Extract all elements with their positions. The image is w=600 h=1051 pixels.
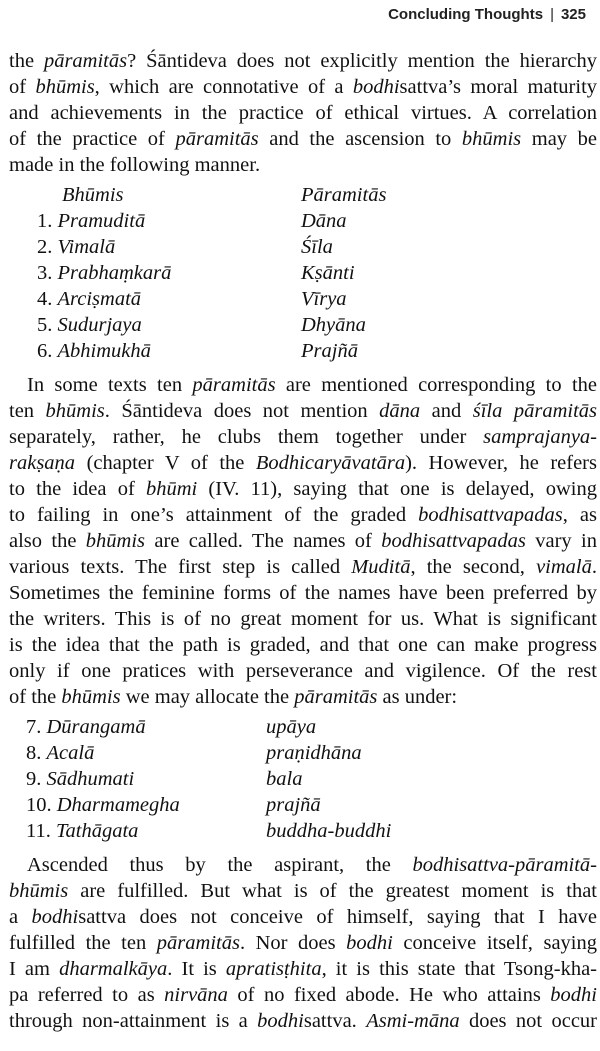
text-line: I am dharmalkāya. It is apratisṭhita, it is this state that Tsong-kha- — [9, 958, 597, 980]
row-number: 4. — [37, 288, 53, 310]
paramita-name: Dhyāna — [301, 314, 366, 336]
italic-term: bhūmis — [45, 400, 105, 422]
italic-term: nirvāna — [164, 984, 228, 1006]
text-line: of the practice of pāramitās and the ascension to bhūmis may be — [9, 128, 597, 150]
bhumi-name: Sudurjaya — [57, 314, 142, 336]
italic-term: bodhisattva-pāramitā- — [412, 854, 597, 876]
text-line: and achievements in the practice of ethical virtues. A correlation — [9, 102, 597, 124]
row-number: 6. — [37, 340, 53, 362]
italic-term: bodhi — [550, 984, 597, 1006]
paramita-name: prajñā — [266, 794, 321, 816]
text-line: through non-attainment is a bodhisattva. Asmi-māna does not occur — [9, 1010, 597, 1032]
text-line: fulfilled the ten pāramitās. Nor does bodhi conceive itself, saying — [9, 932, 597, 954]
text-line: pa referred to as nirvāna of no fixed abode. He who attains bodhi — [9, 984, 597, 1006]
text-line: the pāramitās? Śāntideva does not explicitly mention the hierarchy — [9, 50, 598, 72]
row-number: 8. — [26, 742, 42, 764]
italic-term: dharmalkāya — [59, 958, 168, 980]
italic-term: bodhisattvapadas — [381, 530, 526, 552]
text-line: of the bhūmis we may allocate the pāramitās as under: — [9, 686, 458, 708]
italic-term: Muditā — [351, 556, 411, 578]
row-number: 7. — [26, 716, 42, 738]
paramita-name: upāya — [266, 716, 317, 738]
italic-term: pāramitās — [43, 50, 128, 72]
running-header — [388, 6, 586, 23]
text-line: Sometimes the feminine forms of the names have been preferred by — [9, 582, 597, 604]
italic-term: bodhi — [352, 76, 400, 98]
italic-term: bhūmis — [461, 128, 522, 150]
text-line: of bhūmis, which are connotative of a bodhisattva’s moral maturity — [9, 76, 598, 98]
paramita-name: praṇidhāna — [266, 742, 362, 764]
text-line: rakṣaṇa (chapter V of the Bodhicaryāvatāra). However, he refers — [9, 452, 597, 474]
bhumi-name: Prabhaṃkarā — [57, 262, 172, 284]
bhumi-name: Arciṣmatā — [57, 288, 142, 310]
header-separator: | — [550, 6, 554, 23]
italic-term: Bodhicaryāvatāra — [255, 452, 406, 474]
italic-term: bodhi — [346, 932, 393, 954]
text-line: the writers. This is of no great moment for us. What is significant — [9, 608, 597, 630]
paramita-name: Śīla — [301, 236, 333, 258]
paramita-name: Dāna — [301, 210, 347, 232]
bhumi-name: Dharmamegha — [56, 794, 180, 816]
row-number: 11. — [26, 820, 51, 842]
italic-term: bodhi — [257, 1010, 304, 1032]
row-number: 2. — [37, 236, 53, 258]
text-line: ten bhūmis. Śāntideva does not mention dāna and śīla pāramitās — [9, 400, 598, 422]
text-line: various texts. The first step is called Muditā, the second, vimalā. — [9, 556, 597, 578]
italic-term: pāramitās — [513, 400, 598, 422]
paramitas-column-header: Pāramitās — [301, 184, 387, 206]
text-line: Ascended thus by the aspirant, the bodhisattva-pāramitā- — [27, 854, 597, 876]
row-number: 5. — [37, 314, 53, 336]
chapter-title: Concluding Thoughts — [388, 6, 544, 23]
paramita-name: buddha-buddhi — [266, 820, 392, 842]
paramita-name: Prajñā — [301, 340, 358, 362]
italic-term: bhūmis — [9, 880, 69, 902]
bhumi-name: Dūrangamā — [46, 716, 146, 738]
italic-term: apratisṭhita — [225, 958, 322, 980]
text-line: only if one pratices with perseverance and vigilence. Of the rest — [9, 660, 597, 682]
italic-term: pāramitās — [156, 932, 240, 954]
italic-term: bhūmis — [85, 530, 146, 552]
italic-term: Asmi-māna — [366, 1010, 460, 1032]
bhumis-column-header: Bhūmis — [62, 184, 124, 206]
text-line: bhūmis are fulfilled. But what is of the greatest moment is that — [9, 880, 597, 902]
italic-term: samprajanya- — [483, 426, 597, 448]
text-line: also the bhūmis are called. The names of bodhisattvapadas vary in — [9, 530, 597, 552]
bhumi-name: Sādhumati — [46, 768, 135, 790]
row-number: 1. — [37, 210, 53, 232]
italic-term: pāramitās — [175, 128, 259, 150]
text-line: a bodhisattva does not conceive of himself, saying that I have — [9, 906, 597, 928]
italic-term: bhūmis — [61, 686, 121, 708]
text-line: to the idea of bhūmi (IV. 11), saying that one is delayed, owing — [9, 478, 597, 500]
bhumi-name: Pramuditā — [57, 210, 146, 232]
paramita-name: Kṣānti — [301, 262, 355, 284]
italic-term: rakṣaṇa — [9, 452, 76, 474]
italic-term: pāramitās — [192, 374, 276, 396]
row-number: 3. — [37, 262, 53, 284]
italic-term: bhūmis — [35, 76, 95, 98]
text-line: In some texts ten pāramitās are mentioned corresponding to the — [27, 374, 597, 396]
italic-term: pāramitās — [294, 686, 378, 708]
text-line: to failing in one’s attainment of the graded bodhisattvapadas, as — [9, 504, 597, 526]
italic-term: dāna — [379, 400, 421, 422]
bhumi-name: Abhimukhā — [57, 340, 151, 362]
text-line: made in the following manner. — [9, 154, 261, 176]
row-number: 9. — [26, 768, 42, 790]
italic-term: vimalā — [536, 556, 592, 578]
row-number: 10. — [26, 794, 52, 816]
page-number: 325 — [560, 6, 586, 23]
text-line: separately, rather, he clubs them together under samprajanya- — [9, 426, 597, 448]
italic-term: bhūmi — [145, 478, 198, 500]
italic-term: bodhisattvapadas — [418, 504, 563, 526]
paramita-name: bala — [266, 768, 303, 790]
bhumi-name: Vimalā — [57, 236, 116, 258]
text-line: is the idea that the path is graded, and that one can make progress — [9, 634, 597, 656]
bhumi-name: Tathāgata — [56, 820, 139, 842]
paramita-name: Vīrya — [301, 288, 347, 310]
italic-term: bodhi — [31, 906, 79, 928]
bhumi-name: Acalā — [46, 742, 95, 764]
italic-term: śīla — [472, 400, 503, 422]
